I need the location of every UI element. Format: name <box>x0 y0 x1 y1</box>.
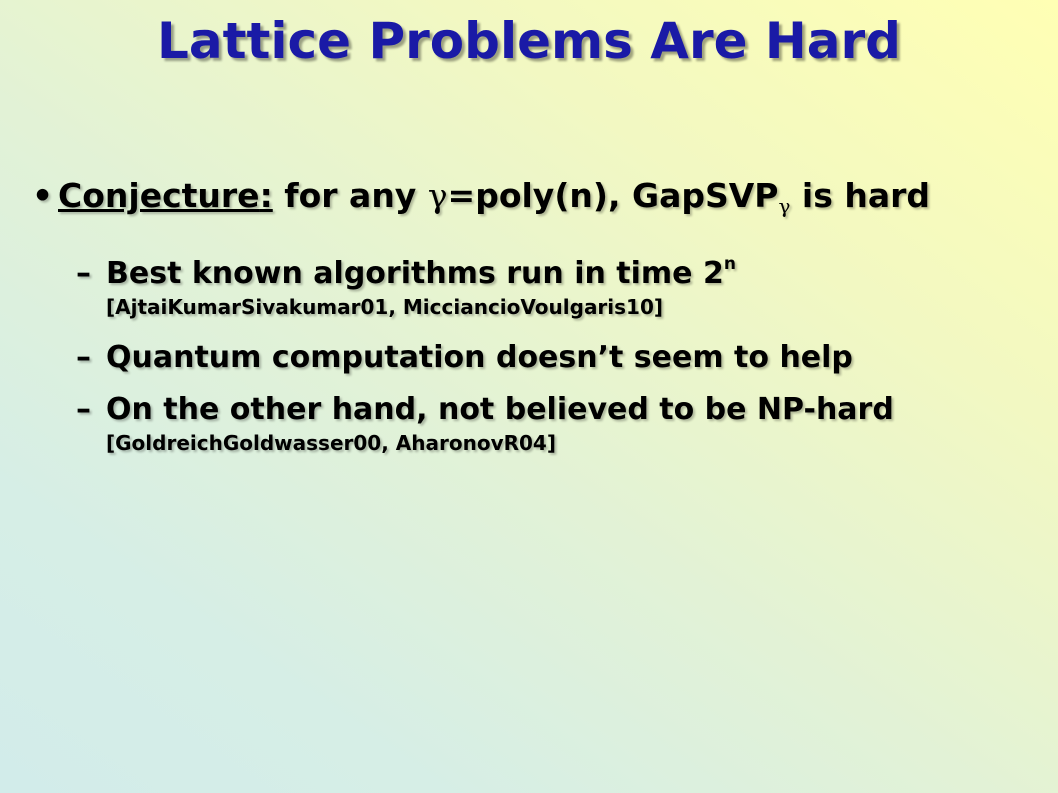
gamma-symbol: γ <box>427 176 448 215</box>
sub-bullet-text: Best known algorithms run in time 2 <box>106 256 724 291</box>
sub-bullet-text: Quantum computation doesn’t seem to help <box>106 340 853 375</box>
slide-title: Lattice Problems Are Hard <box>157 12 901 70</box>
conjecture-text-c: is hard <box>790 176 931 215</box>
conjecture-text-a: for any <box>272 176 428 215</box>
reference-citation: [GoldreichGoldwasser00, AharonovR04] <box>106 431 556 455</box>
sub-bullet-main <box>76 244 1032 294</box>
reference-citation: [AjtaiKumarSivakumar01, MicciancioVoulgaris10] <box>106 295 664 319</box>
sub-bullet-main <box>76 338 1032 378</box>
dash-marker: – <box>76 340 91 375</box>
sub-bullet-main <box>76 390 1032 430</box>
dash-marker: – <box>76 392 91 427</box>
dash-marker: – <box>76 256 91 291</box>
sub-bullet-algorithms <box>76 244 1032 320</box>
slide-body <box>32 172 1032 456</box>
gapsvp-subscript: γ <box>778 194 791 218</box>
bullet-marker: • <box>32 176 54 215</box>
exponent: n <box>723 254 736 274</box>
conjecture-colon: : <box>259 176 273 215</box>
bullet-conjecture <box>32 172 1032 230</box>
conjecture-label <box>58 176 273 215</box>
conjecture-label-text: Conjecture <box>58 176 260 215</box>
sub-bullet-text: On the other hand, not believed to be NP-hard <box>106 392 894 427</box>
sub-bullet-np-hard <box>76 390 1032 456</box>
sub-bullet-quantum <box>76 338 1032 378</box>
conjecture-text-b: =poly(n), GapSVP <box>447 176 779 215</box>
